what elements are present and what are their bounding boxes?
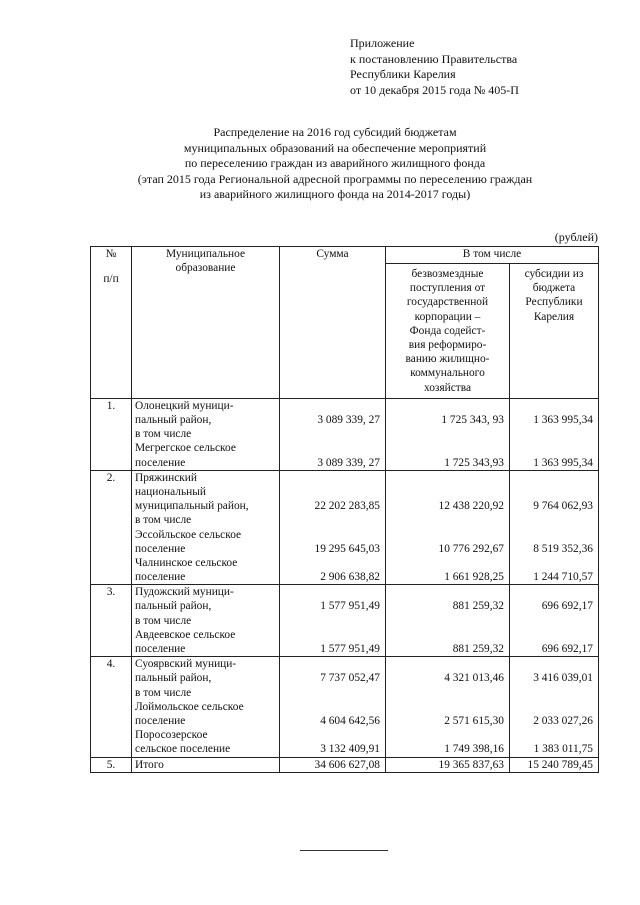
fund-line — [389, 700, 504, 714]
fund-line — [389, 427, 504, 441]
fund-line: 2 571 615,30 — [444, 714, 504, 727]
municipality-line: Мегрегское сельское — [135, 442, 236, 455]
sum-line — [283, 485, 380, 499]
republic-line: 15 240 789,45 — [527, 758, 593, 771]
subsidy-table — [90, 246, 599, 773]
sum-line: 2 906 638,82 — [320, 571, 380, 584]
sum-cell — [280, 657, 386, 757]
republic-line: 2 033 027,26 — [533, 714, 593, 727]
fund-cell — [386, 585, 510, 657]
sum-line — [283, 728, 380, 742]
republic-line — [513, 686, 593, 700]
municipality-line: Итого — [135, 758, 164, 771]
sum-line: 1 577 951,49 — [320, 600, 380, 613]
table-row — [91, 657, 599, 757]
republic-line: 1 363 995,34 — [533, 414, 593, 427]
municipality-line: Пряжинский — [135, 471, 198, 484]
fund-line — [389, 556, 504, 570]
republic-line — [513, 585, 593, 599]
municipality-line: поселение — [135, 714, 186, 727]
sum-line — [283, 528, 380, 542]
republic-line — [513, 441, 593, 455]
header-row — [91, 247, 599, 264]
sum-line: 22 202 283,85 — [314, 500, 380, 513]
municipality-line: Олонецкий муници- — [135, 399, 234, 412]
municipality-cell — [132, 470, 280, 585]
republic-cell — [510, 398, 599, 470]
republic-line: 1 244 710,57 — [533, 571, 593, 584]
row-number: 1. — [91, 398, 132, 470]
republic-line — [513, 614, 593, 628]
fund-line — [389, 471, 504, 485]
table-row — [91, 398, 599, 470]
municipality-line: в том числе — [135, 428, 192, 441]
fund-line: 1 749 398,16 — [444, 743, 504, 756]
fund-line — [389, 628, 504, 642]
republic-line: 8 519 352,36 — [533, 542, 593, 555]
sum-line — [283, 700, 380, 714]
sum-line — [283, 585, 380, 599]
fund-line — [389, 485, 504, 499]
sum-line — [283, 471, 380, 485]
row-number: 2. — [91, 470, 132, 585]
municipality-cell — [132, 657, 280, 757]
municipality-line: в том числе — [135, 686, 192, 699]
header-republic: субсидии из бюджета Республики Карелия — [510, 264, 599, 399]
republic-line — [513, 700, 593, 714]
sum-line — [283, 686, 380, 700]
republic-line — [513, 427, 593, 441]
row-number: 5. — [91, 757, 132, 772]
municipality-line: поселение — [135, 571, 186, 584]
republic-line — [513, 485, 593, 499]
republic-line — [513, 628, 593, 642]
municipality-line: муниципальный район, — [135, 500, 249, 513]
title-line: из аварийного жилищного фонда на 2014-2017 годы) — [199, 187, 471, 202]
sum-line: 3 089 339, 27 — [317, 414, 380, 427]
table-row — [91, 757, 599, 772]
republic-line — [513, 471, 593, 485]
fund-cell — [386, 757, 510, 772]
row-number: 4. — [91, 657, 132, 757]
sum-line — [283, 427, 380, 441]
title-line: Распределение на 2016 год субсидий бюджетам — [213, 125, 457, 139]
fund-line — [389, 614, 504, 628]
municipality-line: сельское поселение — [135, 743, 231, 756]
republic-cell — [510, 757, 599, 772]
sum-line: 34 606 627,08 — [314, 758, 380, 771]
municipality-line: в том числе — [135, 514, 192, 527]
appendix-line: от 10 декабря 2015 года № 405-П — [350, 82, 519, 97]
sum-line — [283, 513, 380, 527]
appendix-line: Республики Карелия — [350, 67, 456, 81]
republic-line: 9 764 062,93 — [533, 500, 593, 513]
municipality-line: поселение — [135, 643, 186, 656]
title-line: по переселению граждан из аварийного жилищного фонда — [184, 156, 486, 171]
fund-line: 881 259,32 — [452, 600, 504, 613]
fund-line — [389, 585, 504, 599]
sum-line: 7 737 052,47 — [320, 672, 380, 685]
municipality-line: Авдеевское сельское — [135, 628, 236, 641]
municipality-line: пальный район, — [135, 672, 212, 685]
municipality-line: Суоярвский муници- — [135, 658, 237, 671]
municipality-cell — [132, 757, 280, 772]
municipality-line: национальный — [135, 485, 207, 498]
sum-line — [283, 441, 380, 455]
sum-line — [283, 399, 380, 413]
appendix-block — [350, 36, 519, 98]
fund-line — [389, 441, 504, 455]
municipality-line: пальный район, — [135, 600, 212, 613]
municipality-line: Поросозерское — [135, 729, 208, 742]
fund-line: 10 776 292,67 — [438, 542, 504, 555]
republic-cell — [510, 585, 599, 657]
sum-line — [283, 614, 380, 628]
title-line: (этап 2015 года Региональной адресной программы по переселению граждан — [137, 171, 533, 186]
sum-cell — [280, 757, 386, 772]
fund-line: 19 365 837,63 — [438, 758, 504, 771]
sum-line: 4 604 642,56 — [320, 714, 380, 727]
document-title — [40, 125, 630, 203]
sum-line: 3 089 339, 27 — [317, 456, 380, 469]
municipality-line: пальный район, — [135, 414, 212, 427]
republic-line: 696 692,17 — [541, 600, 593, 613]
row-number: 3. — [91, 585, 132, 657]
republic-line — [513, 556, 593, 570]
municipality-line: Чалнинское сельское — [135, 556, 238, 569]
fund-line: 881 259,32 — [452, 643, 504, 656]
sum-cell — [280, 398, 386, 470]
municipality-line: Пудожский муници- — [135, 586, 234, 599]
table-row — [91, 585, 599, 657]
sum-line: 1 577 951,49 — [320, 643, 380, 656]
fund-line — [389, 728, 504, 742]
fund-line: 1 725 343,93 — [444, 456, 504, 469]
republic-cell — [510, 657, 599, 757]
fund-line: 4 321 013,46 — [444, 672, 504, 685]
fund-cell — [386, 657, 510, 757]
municipality-line: Лоймольское сельское — [135, 700, 244, 713]
sum-line — [283, 556, 380, 570]
sum-line: 19 295 645,03 — [314, 542, 380, 555]
fund-line: 1 725 343, 93 — [441, 414, 504, 427]
fund-cell — [386, 470, 510, 585]
republic-line — [513, 399, 593, 413]
republic-line — [513, 657, 593, 671]
header-sum: Сумма — [280, 247, 386, 399]
fund-line: 12 438 220,92 — [438, 500, 504, 513]
fund-cell — [386, 398, 510, 470]
sum-line — [283, 657, 380, 671]
sum-line — [283, 628, 380, 642]
municipality-line: Эссойльское сельское — [135, 528, 242, 541]
appendix-line: к постановлению Правительства — [350, 51, 518, 66]
municipality-line: поселение — [135, 542, 186, 555]
units-label: (рублей) — [554, 230, 598, 244]
appendix-line: Приложение — [350, 36, 415, 50]
republic-line: 1 383 011,75 — [533, 743, 593, 756]
fund-line — [389, 399, 504, 413]
republic-line: 1 363 995,34 — [533, 456, 593, 469]
header-fund: безвозмездные поступления от государственной корпорации – Фонда содейст- вия реформиро- ванию жилищно- коммунального хозяйства — [386, 264, 510, 399]
municipality-cell — [132, 585, 280, 657]
fund-line — [389, 528, 504, 542]
municipality-line: поселение — [135, 456, 186, 469]
republic-cell — [510, 470, 599, 585]
republic-line — [513, 528, 593, 542]
sum-cell — [280, 470, 386, 585]
title-line: муниципальных образований на обеспечение мероприятий — [183, 140, 487, 155]
republic-line — [513, 513, 593, 527]
fund-line — [389, 513, 504, 527]
fund-line: 1 661 928,25 — [444, 571, 504, 584]
municipality-cell — [132, 398, 280, 470]
republic-line: 3 416 039,01 — [533, 672, 593, 685]
sum-line: 3 132 409,91 — [320, 743, 380, 756]
table-row — [91, 470, 599, 585]
header-num: № п/п — [91, 247, 132, 399]
header-municipality: Муниципальное образование — [132, 247, 280, 399]
header-including: В том числе — [386, 247, 599, 264]
footer-rule — [300, 850, 388, 851]
fund-line — [389, 686, 504, 700]
republic-line — [513, 728, 593, 742]
republic-line: 696 692,17 — [541, 643, 593, 656]
fund-line — [389, 657, 504, 671]
municipality-line: в том числе — [135, 614, 192, 627]
sum-cell — [280, 585, 386, 657]
